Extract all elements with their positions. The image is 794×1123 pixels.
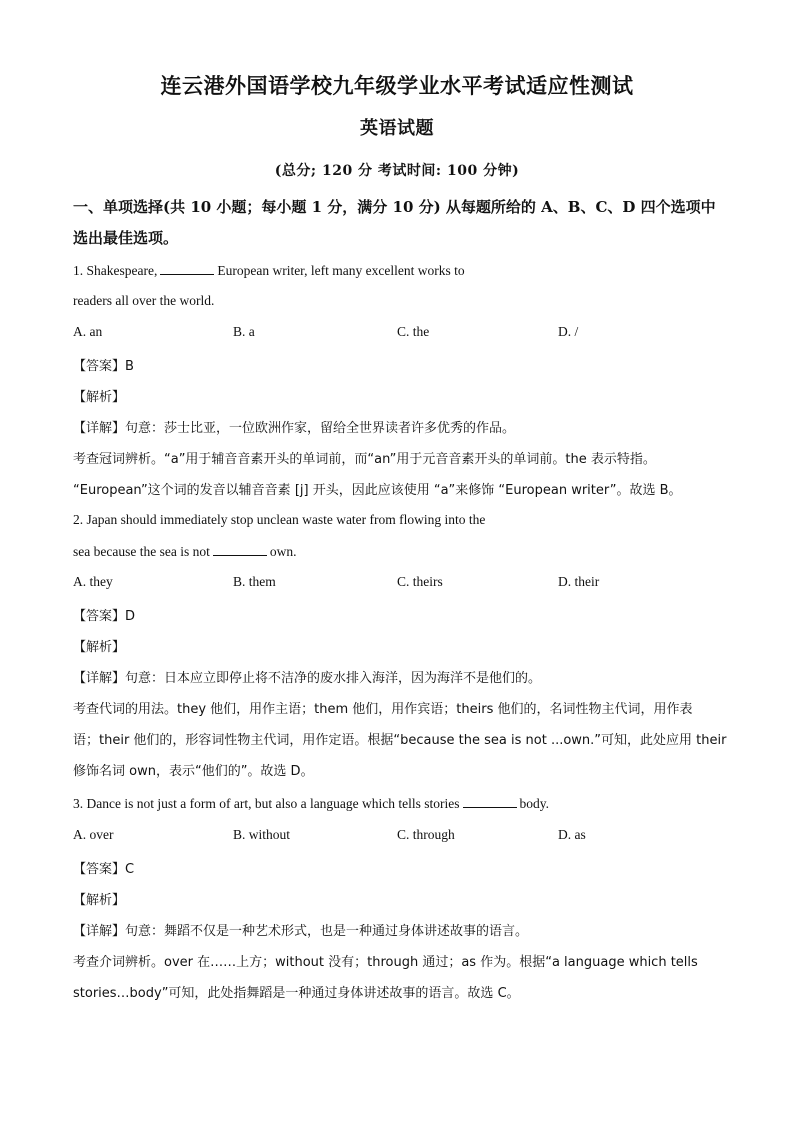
q2-answer: 【答案】D xyxy=(73,609,136,624)
q3-option-c: C. through xyxy=(397,827,455,842)
q2-blank xyxy=(213,543,267,556)
q1-blank xyxy=(160,262,214,275)
q3-stem-b: body. xyxy=(519,796,550,811)
section-heading-line2: 选出最佳选项。 xyxy=(73,229,179,247)
q1-analysis-label: 【解析】 xyxy=(73,390,126,405)
q1-option-c: C. the xyxy=(397,324,430,339)
section-heading-line1: 一、单项选择(共 10 小题；每小题 1 分，满分 10 分) 从每题所给的 A、B、C、D 四个选项中 xyxy=(73,198,716,216)
q1-stem-a: 1. Shakespeare, xyxy=(73,263,158,278)
q3-analysis-label: 【解析】 xyxy=(73,893,126,908)
q3-stem xyxy=(73,795,549,812)
q2-explain-2: 语；their 他们的，形容词性物主代词，用作定语。根据“because the sea is not ...own.”可知，此处应用 their xyxy=(73,733,727,748)
q1-stem-line1 xyxy=(73,262,465,279)
q3-option-a: A. over xyxy=(73,827,114,842)
q2-option-c: C. theirs xyxy=(397,574,443,589)
q1-explain-2: “European”这个词的发音以辅音音素 [j] 开头，因此应该使用 “a”来修饰 “European writer”。故选 B。 xyxy=(73,483,682,498)
q2-option-a: A. they xyxy=(73,574,113,589)
q3-detail: 【详解】句意：舞蹈不仅是一种艺术形式，也是一种通过身体讲述故事的语言。 xyxy=(73,924,529,939)
q2-explain-1: 考查代词的用法。they 他们，用作主语；them 他们，用作宾语；theirs 他们的，名词性物主代词，用作表 xyxy=(73,702,693,717)
q1-option-d: D. / xyxy=(558,324,579,339)
exam-meta: (总分; 120 分 考试时间: 100 分钟) xyxy=(274,163,520,179)
q3-blank xyxy=(463,795,517,808)
q1-stem-line2: readers all over the world. xyxy=(73,293,215,308)
subject-title: 英语试题 xyxy=(360,118,434,139)
q3-explain-1: 考查介词辨析。over 在……上方；without 没有；through 通过；as 作为。根据“a language which tells xyxy=(73,955,698,970)
q1-answer: 【答案】B xyxy=(73,359,134,374)
q3-explain-2: stories…body”可知，此处指舞蹈是一种通过身体讲述故事的语言。故选 C。 xyxy=(73,986,520,1001)
q2-option-d: D. their xyxy=(558,574,600,589)
q1-detail: 【详解】句意：莎士比亚，一位欧洲作家，留给全世界读者许多优秀的作品。 xyxy=(73,421,516,436)
q1-explain-1: 考查冠词辨析。“a”用于辅音音素开头的单词前，而“an”用于元音音素开头的单词前。the 表示特指。 xyxy=(73,452,656,467)
q2-stem-b: own. xyxy=(269,544,297,559)
q1-option-a: A. an xyxy=(73,324,103,339)
q1-stem-b: European writer, left many excellent works to xyxy=(217,263,465,278)
q2-stem-a: sea because the sea is not xyxy=(73,544,210,559)
q3-option-b: B. without xyxy=(233,827,291,842)
q3-answer: 【答案】C xyxy=(73,862,135,877)
section-heading xyxy=(73,192,723,254)
q2-stem-line2 xyxy=(73,543,296,560)
q2-option-b: B. them xyxy=(233,574,276,589)
q2-analysis-label: 【解析】 xyxy=(73,640,126,655)
exam-title: 连云港外国语学校九年级学业水平考试适应性测试 xyxy=(160,73,634,98)
q2-detail: 【详解】句意：日本应立即停止将不洁净的废水排入海洋，因为海洋不是他们的。 xyxy=(73,671,542,686)
q3-stem-a: 3. Dance is not just a form of art, but also a language which tells stories xyxy=(73,796,460,811)
q2-stem-line1: 2. Japan should immediately stop unclean waste water from flowing into the xyxy=(73,512,486,527)
q3-option-d: D. as xyxy=(558,827,586,842)
q2-explain-3: 修饰名词 own，表示“他们的”。故选 D。 xyxy=(73,764,314,779)
q1-option-b: B. a xyxy=(233,324,255,339)
